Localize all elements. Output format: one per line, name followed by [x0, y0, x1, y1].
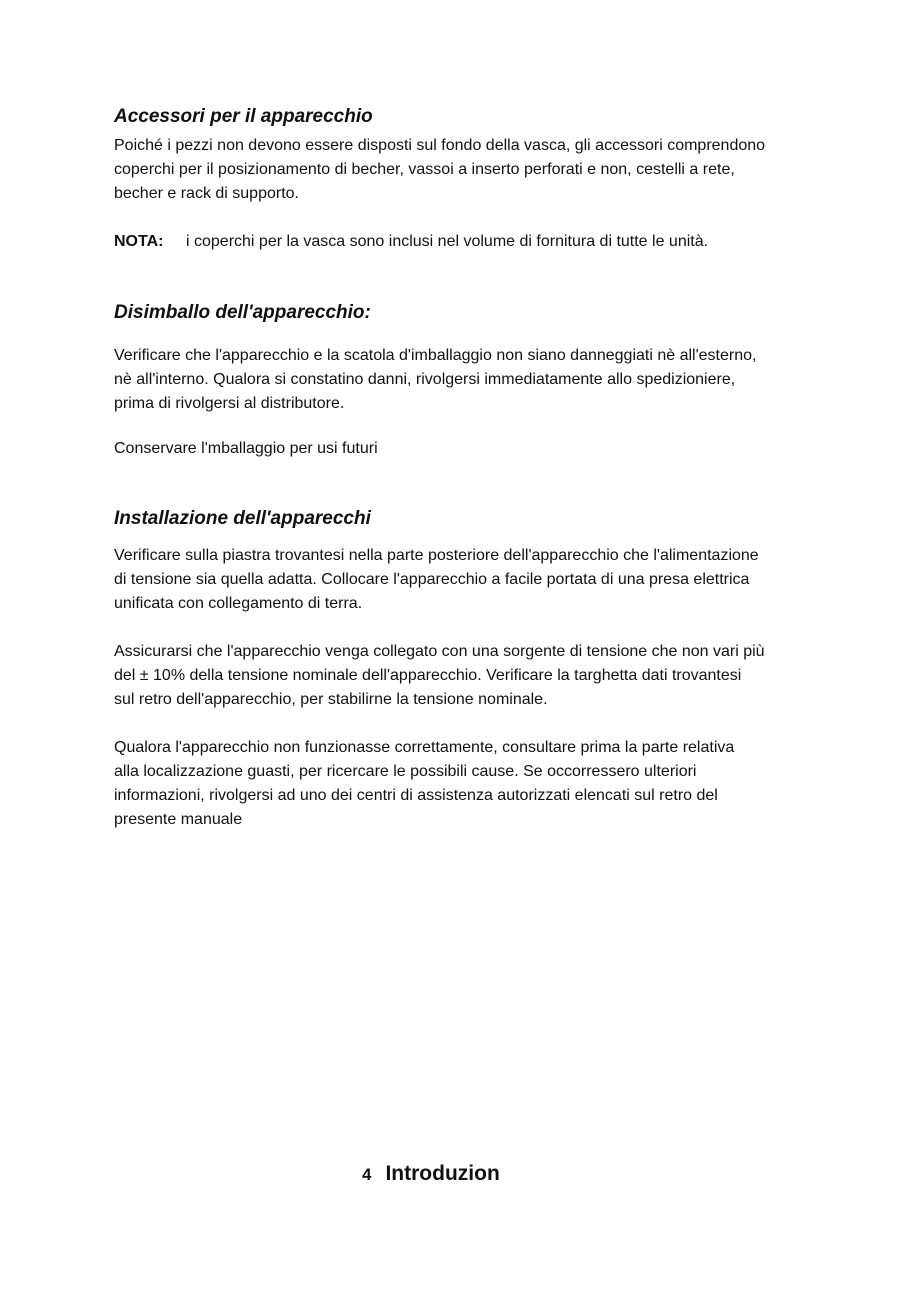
paragraph-installazione-2: [114, 640, 854, 712]
section-heading-disimballo: Disimballo dell'apparecchio:: [114, 302, 371, 323]
paragraph-installazione-1: [114, 544, 854, 616]
note-label: NOTA:: [114, 233, 164, 250]
text-line: informazioni, rivolgersi ad uno dei centri di assistenza autorizzati elencati sul retro del: [114, 787, 718, 804]
chapter-title: Introduzion: [385, 1162, 500, 1185]
note-text: i coperchi per la vasca sono inclusi nel volume di fornitura di tutte le unità.: [186, 233, 709, 250]
text-line: sul retro dell'apparecchio, per stabilirne la tensione nominale.: [114, 691, 548, 708]
text-line: Conservare l'mballaggio per usi futuri: [114, 440, 378, 457]
note-line: [114, 230, 854, 254]
text-line: Qualora l'apparecchio non funzionasse correttamente, consultare prima la parte relativa: [114, 739, 735, 756]
text-line: Verificare che l'apparecchio e la scatola d'imballaggio non siano danneggiati nè all'esterno,: [114, 347, 757, 364]
paragraph-installazione-3: [114, 736, 854, 832]
text-line: nè all'interno. Qualora si constatino danni, rivolgersi immediatamente allo spedizioniere,: [114, 371, 736, 388]
section-heading-installazione: Installazione dell'apparecchi: [114, 508, 371, 529]
text-line: del ± 10% della tensione nominale dell'apparecchio. Verificare la targhetta dati trovantesi: [114, 667, 742, 684]
text-line: Verificare sulla piastra trovantesi nella parte posteriore dell'apparecchio che l'alimentazione: [114, 547, 759, 564]
text-line: di tensione sia quella adatta. Collocare l'apparecchio a facile portata di una presa elettrica: [114, 571, 750, 588]
text-line: Assicurarsi che l'apparecchio venga collegato con una sorgente di tensione che non vari più: [114, 643, 765, 660]
paragraph-conservare: [114, 437, 854, 461]
section-heading-accessori: Accessori per il apparecchio: [114, 106, 373, 127]
page-number: 4: [362, 1165, 372, 1184]
note-paragraph: [114, 230, 854, 254]
text-line: becher e rack di supporto.: [114, 185, 299, 202]
page-footer: [362, 1160, 500, 1190]
text-line: coperchi per il posizionamento di becher, vassoi a inserto perforati e non, cestelli a rete,: [114, 161, 735, 178]
text-line: presente manuale: [114, 811, 243, 828]
text-line: prima di rivolgersi al distributore.: [114, 395, 345, 412]
paragraph-accessori: [114, 134, 854, 206]
text-line: Poiché i pezzi non devono essere disposti sul fondo della vasca, gli accessori comprendono: [114, 137, 766, 154]
text-line: unificata con collegamento di terra.: [114, 595, 363, 612]
text-line: alla localizzazione guasti, per ricercare le possibili cause. Se occorressero ulteriori: [114, 763, 697, 780]
paragraph-disimballo: [114, 344, 854, 416]
